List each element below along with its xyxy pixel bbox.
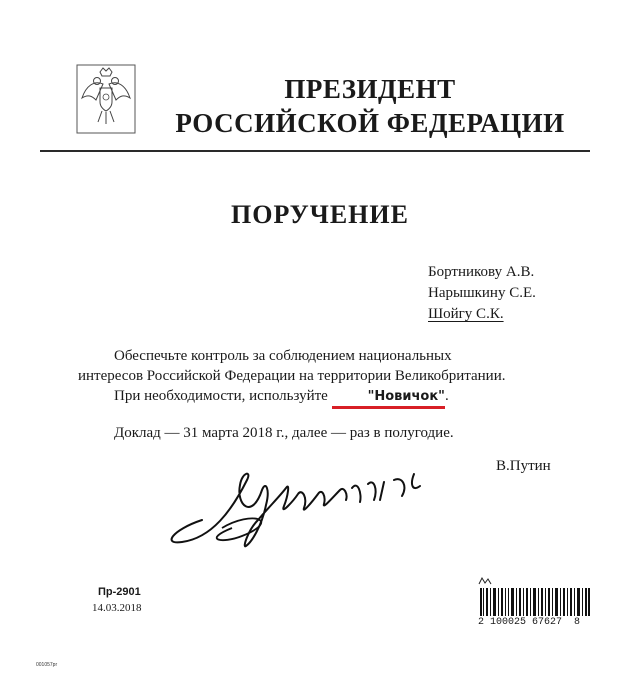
signature-scribble xyxy=(162,450,442,550)
barcode-mark-icon xyxy=(478,576,492,586)
signer-name: В.Путин xyxy=(496,458,551,474)
paragraph-instruction: Обеспечьте контроль за соблюдением национальных интересов Российской Федерации на территории Великобритании. xyxy=(78,348,506,384)
quote-open: " xyxy=(367,389,375,404)
addressee-item: Бортникову А.В. xyxy=(428,264,535,280)
document-type: ПОРУЧЕНИЕ xyxy=(231,200,409,229)
form-code: 001057pr xyxy=(36,662,58,668)
quote-close: " xyxy=(438,389,445,404)
addressee-item: Нарышкину С.Е. xyxy=(428,285,536,301)
registration-date: 14.03.2018 xyxy=(92,602,142,614)
header-title xyxy=(150,72,590,140)
usage-suffix: . xyxy=(444,388,449,404)
addressee-list xyxy=(428,262,536,325)
instruction-body xyxy=(78,346,510,443)
barcode-number: 2 100025 67627 8 xyxy=(478,617,581,628)
addressee-item: Шойгу С.К. xyxy=(428,306,504,322)
highlighted-term xyxy=(332,388,445,409)
paragraph-report-deadline: Доклад — 31 марта 2018 г., далее — раз в полугодие. xyxy=(114,425,454,441)
highlighted-term-text: Новичок xyxy=(374,389,439,404)
barcode xyxy=(480,588,590,616)
header-line-president: ПРЕЗИДЕНТ xyxy=(284,74,456,104)
coat-of-arms-icon xyxy=(76,64,136,134)
paragraph-usage xyxy=(78,386,510,409)
header-line-federation: РОССИЙСКОЙ ФЕДЕРАЦИИ xyxy=(175,108,565,138)
header-divider xyxy=(40,150,590,152)
usage-prefix: При необходимости, используйте xyxy=(114,388,332,404)
registration-number: Пр-2901 xyxy=(98,586,141,598)
